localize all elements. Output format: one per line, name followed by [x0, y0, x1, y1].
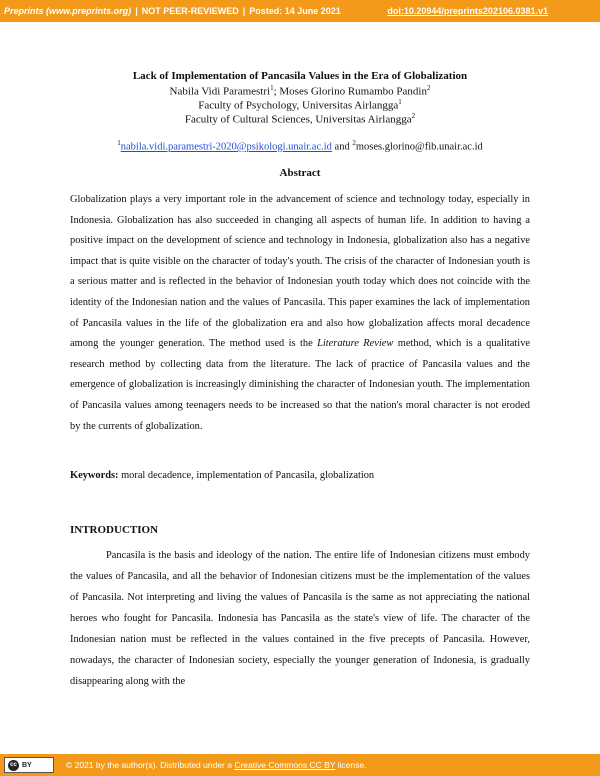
email-2-sup: 2 [352, 139, 356, 147]
introduction-text: Pancasila is the basis and ideology of the nation. The entire life of Indonesian citizens must embody the values of Pancasila, and all the behavior of Indonesian citizens must be the implementation of the values of Pancasila. Not interpreting and living the values of Pancasila is the same as not appreciating the national heroes who fought for Pancasila. Indonesia has Pancasila as the state's view of life. The character of the Indonesian nation must be reflected in the values contained in the five precepts of Pancasila. However, nowadays, the character of Indonesian society, especially the younger generation of Indonesia, is gradually disappearing along with the [70, 550, 530, 687]
author-2-sup: 2 [426, 84, 431, 92]
header-separator: | [242, 6, 246, 16]
keywords-label: Keywords: [70, 470, 119, 481]
author-line [0, 84, 600, 98]
affiliation-2-sup: 2 [411, 112, 416, 120]
author-emails [0, 139, 600, 153]
affiliation-1-sup: 1 [398, 98, 402, 106]
preprints-brand-link[interactable]: Preprints (www.preprints.org) [4, 6, 132, 16]
doi-link[interactable]: doi:10.20944/preprints202106.0381.v1 [387, 6, 548, 16]
peer-review-status: NOT PEER-REVIEWED [141, 6, 239, 16]
affiliation-2 [0, 112, 600, 126]
cc-icon: cc [8, 760, 19, 771]
keywords-line [70, 470, 530, 481]
license-footer-bar [0, 754, 600, 776]
license-link[interactable]: Creative Commons CC BY [234, 760, 336, 770]
affiliation-1-text: Faculty of Psychology, Universitas Airlangga [198, 99, 399, 112]
keywords-text: moral decadence, implementation of Pancasila, globalization [118, 470, 375, 481]
cc-by-label: BY [22, 761, 32, 769]
abstract-part-1: Globalization plays a very important role in the advancement of science and technology today, especially in Indonesia. Globalization has also succeeded in changing all aspects of human life. In addition to having a positive impact on the development of science and technology in Indonesia, globalization also has a negative impact that is quite visible on the character of today's youth. The crisis of the character of Indonesian youth is a serious matter and is reflected in the behavior of Indonesian youth today which does not coincide with the identity of the Indonesian nation and the values of Pancasila. This paper examines the lack of implementation of Pancasila values in the life of the globalization era and also how globalization affects moral decadence among the younger generation. The method used is the [70, 194, 530, 350]
email-and: and [331, 141, 353, 153]
abstract-part-2: method, which is a qualitative research method by collecting data from the literature. The lack of practice of Pancasila values and the emergence of globalization is increasingly diminishing the character of Indonesian youth. The implementation of Pancasila values among teenagers needs to be increased so that the nation's moral character is not eroded by the currents of globalization. [70, 338, 531, 432]
header-separator: | [135, 6, 138, 16]
abstract-italic: Literature Review [317, 338, 394, 350]
copyright-prefix: © 2021 by the author(s). Distributed under a [66, 760, 235, 770]
author-2: ; Moses Glorino Rumambo Pandin [273, 85, 427, 98]
abstract-text [70, 190, 530, 437]
affiliation-2-text: Faculty of Cultural Sciences, Universitas Airlangga [184, 113, 412, 126]
paper-title: Lack of Implementation of Pancasila Values in the Era of Globalization [132, 70, 468, 82]
posted-date: Posted: 14 June 2021 [249, 6, 341, 16]
cc-by-badge[interactable] [4, 757, 54, 773]
email-1-link[interactable]: nabila.vidi.paramestri-2020@psikologi.unair.ac.id [120, 141, 332, 153]
preprint-header-bar [0, 0, 600, 22]
email-1-sup: 1 [117, 139, 121, 147]
author-1: Nabila Vidi Paramestri [169, 85, 271, 98]
author-1-sup: 1 [270, 84, 274, 92]
affiliation-1 [0, 98, 600, 112]
abstract-heading: Abstract [279, 167, 321, 179]
copyright-suffix: license. [335, 760, 367, 770]
copyright-text [66, 760, 366, 770]
email-2: moses.glorino@fib.unair.ac.id [355, 141, 483, 153]
introduction-heading: INTRODUCTION [70, 524, 159, 536]
